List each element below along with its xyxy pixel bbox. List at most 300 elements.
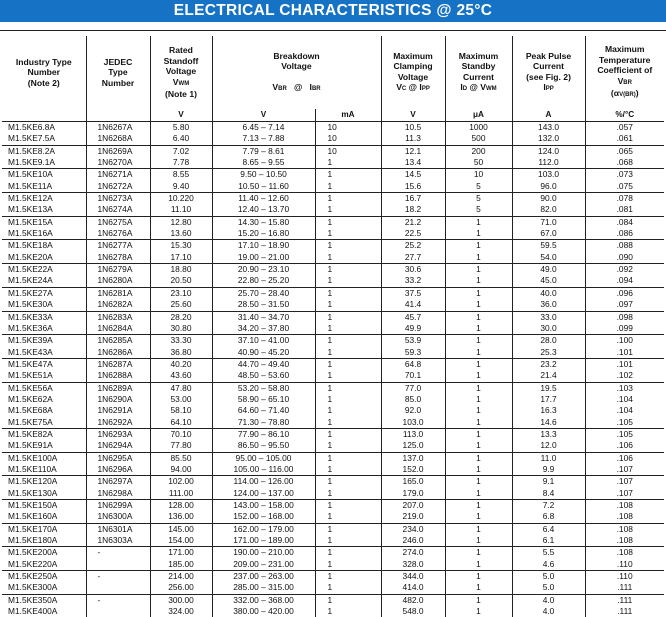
table-row: [2, 204, 664, 216]
jedec-type-cell: 1N6289A: [86, 382, 150, 394]
breakdown-voltage-cell: 44.70 – 49.40: [212, 358, 315, 370]
standby-current-cell: 1: [445, 523, 512, 535]
peak-pulse-current-cell: 33.0: [512, 311, 585, 323]
breakdown-voltage-cell: 143.00 – 158.00: [212, 500, 315, 512]
table-row: [2, 559, 664, 571]
jedec-type-cell: 1N6292A: [86, 417, 150, 429]
standoff-voltage-cell: 10.220: [150, 193, 212, 205]
standby-current-cell: 50: [445, 157, 512, 169]
temp-coefficient-cell: .108: [616, 523, 633, 534]
clamping-voltage-cell: 274.0: [381, 547, 445, 559]
peak-pulse-current-cell: 17.7: [512, 394, 585, 405]
table-row: [2, 287, 664, 299]
industry-type-cell: M1.5KE130A: [2, 488, 86, 500]
industry-type-cell: M1.5KE8.2A: [2, 145, 86, 157]
clamping-voltage-cell: 234.0: [381, 523, 445, 535]
table-row: [2, 382, 664, 394]
test-current-cell: 1: [315, 582, 381, 594]
industry-type-cell: M1.5KE51A: [2, 370, 86, 382]
jedec-type-cell: 1N6288A: [86, 370, 150, 382]
peak-pulse-current-cell: 6.8: [512, 511, 585, 523]
unit-cell: V: [381, 109, 445, 122]
industry-type-cell: M1.5KE82A: [2, 428, 86, 440]
temp-coefficient-cell: .103: [616, 382, 633, 393]
row-group: [2, 169, 664, 193]
clamping-voltage-cell: 27.7: [381, 252, 445, 264]
jedec-type-cell: 1N6282A: [86, 299, 150, 311]
test-current-cell: 1: [315, 476, 381, 488]
table-row: [2, 181, 664, 193]
standoff-voltage-cell: 40.20: [150, 358, 212, 370]
unit-cell: V: [212, 109, 315, 122]
test-current-cell: 1: [315, 535, 381, 547]
clamping-voltage-cell: 59.3: [381, 347, 445, 359]
peak-pulse-current-cell: 82.0: [512, 204, 585, 216]
clamping-voltage-cell: 328.0: [381, 559, 445, 571]
standby-current-cell: 1: [445, 323, 512, 335]
standoff-voltage-cell: 36.80: [150, 347, 212, 359]
peak-pulse-current-cell: 7.2: [512, 500, 585, 512]
test-current-cell: 1: [315, 228, 381, 240]
peak-pulse-current-cell: 124.0: [512, 145, 585, 157]
jedec-type-cell: 1N6279A: [86, 264, 150, 276]
temp-coefficient-cell: .061: [585, 133, 664, 145]
table-row: [2, 335, 664, 347]
breakdown-voltage-cell: 22.80 – 25.20: [212, 275, 315, 287]
jedec-type-cell: 1N6267A: [86, 122, 150, 134]
table-row: [2, 405, 664, 416]
header-clamping-voltage: Maximum Clamping Voltage VC @ IPP: [381, 36, 445, 109]
test-current-cell: 10: [315, 122, 381, 134]
jedec-type-cell: 1N6297A: [86, 476, 150, 488]
peak-pulse-current-cell: 30.0: [512, 323, 585, 335]
temp-coefficient-cell: .075: [585, 181, 664, 193]
standoff-voltage-cell: 64.10: [150, 417, 212, 429]
row-group: [2, 122, 664, 146]
row-group: [2, 382, 664, 428]
header-standby-current: Maximum Standby Current ID @ VWM: [445, 36, 512, 109]
breakdown-voltage-cell: 58.90 – 65.10: [212, 394, 315, 405]
standoff-voltage-cell: 13.60: [150, 228, 212, 240]
breakdown-voltage-cell: 162.00 – 179.00: [212, 523, 315, 535]
peak-pulse-current-cell: 45.0: [512, 275, 585, 287]
unit-cell: [2, 109, 86, 122]
test-current-cell: 1: [315, 428, 381, 440]
clamping-voltage-cell: 414.0: [381, 582, 445, 594]
standby-current-cell: 1: [445, 606, 512, 617]
breakdown-voltage-cell: 8.65 – 9.55: [212, 157, 315, 169]
jedec-type-cell: 1N6296A: [86, 464, 150, 476]
breakdown-voltage-cell: 14.30 – 15.80: [212, 216, 315, 228]
jedec-type-cell: 1N6284A: [86, 323, 150, 335]
breakdown-voltage-cell: 19.00 – 21.00: [212, 252, 315, 264]
peak-pulse-current-cell: 40.0: [512, 287, 585, 299]
standoff-voltage-cell: 102.00: [150, 476, 212, 488]
jedec-type-cell: 1N6283A: [86, 311, 150, 323]
peak-pulse-current-cell: 6.4: [512, 523, 585, 535]
table-title: ELECTRICAL CHARACTERISTICS @ 25°C: [173, 2, 493, 19]
units-row: [2, 109, 664, 122]
test-current-cell: 1: [315, 405, 381, 416]
table-row: [2, 511, 664, 523]
peak-pulse-current-cell: 5.0: [512, 582, 585, 594]
breakdown-voltage-cell: 237.00 – 263.00: [212, 571, 315, 583]
breakdown-voltage-cell: 64.60 – 71.40: [212, 405, 315, 416]
standby-current-cell: 1: [445, 311, 512, 323]
row-group: [2, 594, 664, 617]
standoff-voltage-cell: 30.80: [150, 323, 212, 335]
temp-coefficient-cell: .078: [616, 193, 633, 204]
jedec-type-cell: 1N6301A: [86, 523, 150, 535]
industry-type-cell: M1.5KE6.8A: [2, 122, 86, 134]
industry-type-cell: M1.5KE250A: [2, 571, 86, 583]
industry-type-cell: M1.5KE150A: [2, 500, 86, 512]
clamping-voltage-cell: 21.2: [381, 216, 445, 228]
test-current-cell: 1: [315, 323, 381, 335]
unit-cell: μA: [445, 109, 512, 122]
header-row: [2, 36, 664, 109]
clamping-voltage-cell: 53.9: [381, 335, 445, 347]
breakdown-voltage-cell: 9.50 – 10.50: [212, 169, 315, 181]
standby-current-cell: 1: [445, 287, 512, 299]
standby-current-cell: 1: [445, 571, 512, 583]
row-group: [2, 145, 664, 169]
table-row: [2, 122, 664, 134]
standoff-voltage-cell: 256.00: [150, 582, 212, 594]
table-row: [2, 571, 664, 583]
standby-current-cell: 1: [445, 488, 512, 500]
test-current-cell: 1: [315, 347, 381, 359]
industry-type-cell: M1.5KE400A: [2, 606, 86, 617]
breakdown-voltage-cell: 17.10 – 18.90: [212, 240, 315, 252]
temp-coefficient-cell: .065: [616, 145, 633, 156]
table-row: [2, 523, 664, 535]
standby-current-cell: 1: [445, 264, 512, 276]
temp-coefficient-cell: .105: [616, 428, 633, 439]
peak-pulse-current-cell: 4.0: [512, 594, 585, 606]
test-current-cell: 1: [315, 204, 381, 216]
jedec-type-cell: 1N6280A: [86, 275, 150, 287]
temp-coefficient-cell: .100: [616, 335, 633, 346]
temp-coefficient-cell: .111: [617, 594, 633, 605]
breakdown-voltage-cell: 31.40 – 34.70: [212, 311, 315, 323]
jedec-type-cell: 1N6269A: [86, 145, 150, 157]
clamping-voltage-cell: 13.4: [381, 157, 445, 169]
row-group: [2, 287, 664, 311]
standoff-voltage-cell: 7.78: [150, 157, 212, 169]
row-group: [2, 240, 664, 264]
test-current-cell: 1: [315, 488, 381, 500]
standby-current-cell: 500: [445, 133, 512, 145]
standby-current-cell: 1: [445, 358, 512, 370]
standoff-voltage-cell: 28.20: [150, 311, 212, 323]
industry-type-cell: M1.5KE22A: [2, 264, 86, 276]
clamping-voltage-cell: 179.0: [381, 488, 445, 500]
temp-coefficient-cell: .088: [616, 240, 633, 251]
table-row: [2, 275, 664, 287]
clamping-voltage-cell: 103.0: [381, 417, 445, 429]
standby-current-cell: 1: [445, 216, 512, 228]
test-current-cell: 1: [315, 193, 381, 205]
standby-current-cell: 1: [445, 382, 512, 394]
clamping-voltage-cell: 30.6: [381, 264, 445, 276]
test-current-cell: 1: [315, 523, 381, 535]
table-row: [2, 370, 664, 382]
header-jedec-type: JEDEC Type Number: [86, 36, 150, 109]
clamping-voltage-cell: 246.0: [381, 535, 445, 547]
standoff-voltage-cell: 9.40: [150, 181, 212, 193]
industry-type-cell: M1.5KE68A: [2, 405, 86, 416]
standby-current-cell: 1: [445, 594, 512, 606]
clamping-voltage-cell: 22.5: [381, 228, 445, 240]
standoff-voltage-cell: 185.00: [150, 559, 212, 571]
breakdown-voltage-cell: 25.70 – 28.40: [212, 287, 315, 299]
peak-pulse-current-cell: 23.2: [512, 358, 585, 370]
standoff-voltage-cell: 111.00: [150, 488, 212, 500]
industry-type-cell: M1.5KE170A: [2, 523, 86, 535]
jedec-type-cell: 1N6271A: [86, 169, 150, 181]
header-breakdown-voltage: Breakdown Voltage VBR @ IBR: [212, 36, 381, 109]
standby-current-cell: 5: [445, 181, 512, 193]
standoff-voltage-cell: 171.00: [150, 547, 212, 559]
breakdown-voltage-cell: 190.00 – 210.00: [212, 547, 315, 559]
standoff-voltage-cell: 15.30: [150, 240, 212, 252]
standoff-voltage-cell: 77.80: [150, 440, 212, 452]
table-row: [2, 133, 664, 145]
standby-current-cell: 1: [445, 500, 512, 512]
temp-coefficient-cell: .090: [585, 252, 664, 264]
clamping-voltage-cell: 548.0: [381, 606, 445, 617]
header-temperature-coefficient: Maximum Temperature Coefficient of VBR (αV(BR)): [597, 44, 653, 99]
table-row: [2, 252, 664, 264]
clamping-voltage-cell: 482.0: [381, 594, 445, 606]
temp-coefficient-cell: .057: [616, 122, 633, 132]
peak-pulse-current-cell: 49.0: [512, 264, 585, 276]
clamping-voltage-cell: 165.0: [381, 476, 445, 488]
breakdown-voltage-cell: 37.10 – 41.00: [212, 335, 315, 347]
temp-coefficient-cell: .108: [585, 535, 664, 547]
industry-type-cell: M1.5KE62A: [2, 394, 86, 405]
standoff-voltage-cell: 6.40: [150, 133, 212, 145]
industry-type-cell: M1.5KE220A: [2, 559, 86, 571]
industry-type-cell: M1.5KE27A: [2, 287, 86, 299]
jedec-type-cell: 1N6295A: [86, 452, 150, 464]
breakdown-voltage-cell: 105.00 – 116.00: [212, 464, 315, 476]
industry-type-cell: M1.5KE20A: [2, 252, 86, 264]
temp-coefficient-cell: .110: [585, 559, 664, 571]
clamping-voltage-cell: 125.0: [381, 440, 445, 452]
breakdown-voltage-cell: 77.90 – 86.10: [212, 428, 315, 440]
table-row: [2, 464, 664, 476]
temp-coefficient-cell: .081: [585, 204, 664, 216]
table-row: [2, 535, 664, 547]
standby-current-cell: 1: [445, 476, 512, 488]
temp-coefficient-cell: .106: [585, 440, 664, 452]
standoff-voltage-cell: 43.60: [150, 370, 212, 382]
breakdown-voltage-cell: 40.90 – 45.20: [212, 347, 315, 359]
jedec-type-cell: 1N6286A: [86, 347, 150, 359]
test-current-cell: 1: [315, 464, 381, 476]
standoff-voltage-cell: 94.00: [150, 464, 212, 476]
temp-coefficient-cell: .101: [585, 347, 664, 359]
standoff-voltage-cell: 214.00: [150, 571, 212, 583]
jedec-type-cell: 1N6299A: [86, 500, 150, 512]
test-current-cell: 10: [315, 133, 381, 145]
peak-pulse-current-cell: 28.0: [512, 335, 585, 347]
temp-coefficient-cell: .092: [616, 264, 633, 275]
standby-current-cell: 1: [445, 511, 512, 523]
test-current-cell: 1: [315, 440, 381, 452]
peak-pulse-current-cell: 103.0: [512, 169, 585, 181]
table-row: [2, 582, 664, 594]
peak-pulse-current-cell: 90.0: [512, 193, 585, 205]
standby-current-cell: 200: [445, 145, 512, 157]
clamping-voltage-cell: 64.8: [381, 358, 445, 370]
row-group: [2, 571, 664, 595]
clamping-voltage-cell: 18.2: [381, 204, 445, 216]
standoff-voltage-cell: 128.00: [150, 500, 212, 512]
unit-cell: [86, 109, 150, 122]
table-row: [2, 240, 664, 252]
standby-current-cell: 1: [445, 335, 512, 347]
table-row: [2, 216, 664, 228]
industry-type-cell: M1.5KE12A: [2, 193, 86, 205]
standoff-voltage-cell: 18.80: [150, 264, 212, 276]
test-current-cell: 1: [315, 511, 381, 523]
breakdown-voltage-cell: 209.00 – 231.00: [212, 559, 315, 571]
standoff-voltage-cell: 145.00: [150, 523, 212, 535]
jedec-type-cell: -: [86, 571, 150, 583]
table-row: [2, 347, 664, 359]
peak-pulse-current-cell: 12.0: [512, 440, 585, 452]
standoff-voltage-cell: 8.55: [150, 169, 212, 181]
jedec-type-cell: [86, 559, 150, 571]
standby-current-cell: 1: [445, 428, 512, 440]
electrical-characteristics-table: [2, 36, 664, 617]
table-row: [2, 547, 664, 559]
jedec-type-cell: 1N6290A: [86, 394, 150, 405]
table-row: [2, 358, 664, 370]
breakdown-voltage-cell: 53.20 – 58.80: [212, 382, 315, 394]
breakdown-voltage-cell: 28.50 – 31.50: [212, 299, 315, 311]
standoff-voltage-cell: 33.30: [150, 335, 212, 347]
test-current-cell: 1: [315, 606, 381, 617]
industry-type-cell: M1.5KE36A: [2, 323, 86, 335]
industry-type-cell: M1.5KE75A: [2, 417, 86, 429]
industry-type-cell: M1.5KE300A: [2, 582, 86, 594]
jedec-type-cell: 1N6276A: [86, 228, 150, 240]
breakdown-voltage-cell: 114.00 – 126.00: [212, 476, 315, 488]
breakdown-voltage-cell: 15.20 – 16.80: [212, 228, 315, 240]
jedec-type-cell: 1N6273A: [86, 193, 150, 205]
standby-current-cell: 5: [445, 193, 512, 205]
industry-type-cell: M1.5KE16A: [2, 228, 86, 240]
temp-coefficient-cell: .101: [616, 358, 633, 369]
row-group: [2, 547, 664, 571]
standoff-voltage-cell: 20.50: [150, 275, 212, 287]
breakdown-voltage-cell: 7.79 – 8.61: [212, 145, 315, 157]
jedec-type-cell: 1N6278A: [86, 252, 150, 264]
table-row: [2, 476, 664, 488]
row-group: [2, 264, 664, 288]
test-current-cell: 1: [315, 299, 381, 311]
standby-current-cell: 5: [445, 204, 512, 216]
peak-pulse-current-cell: 9.9: [512, 464, 585, 476]
table-row: [2, 428, 664, 440]
table-row: [2, 594, 664, 606]
industry-type-cell: M1.5KE13A: [2, 204, 86, 216]
test-current-cell: 1: [315, 240, 381, 252]
industry-type-cell: M1.5KE15A: [2, 216, 86, 228]
temp-coefficient-cell: .098: [616, 311, 633, 322]
table-title-banner: [0, 0, 666, 22]
standby-current-cell: 1: [445, 240, 512, 252]
breakdown-voltage-cell: 20.90 – 23.10: [212, 264, 315, 276]
industry-type-cell: M1.5KE200A: [2, 547, 86, 559]
breakdown-voltage-cell: 171.00 – 189.00: [212, 535, 315, 547]
table-row: [2, 500, 664, 512]
test-current-cell: 1: [315, 335, 381, 347]
temp-coefficient-cell: .104: [616, 393, 633, 404]
standby-current-cell: 1: [445, 452, 512, 464]
clamping-voltage-cell: 77.0: [381, 382, 445, 394]
test-current-cell: 1: [315, 571, 381, 583]
breakdown-voltage-cell: 34.20 – 37.80: [212, 323, 315, 335]
standby-current-cell: 1: [445, 417, 512, 429]
standby-current-cell: 1: [445, 299, 512, 311]
jedec-type-cell: 1N6294A: [86, 440, 150, 452]
clamping-voltage-cell: 92.0: [381, 405, 445, 416]
peak-pulse-current-cell: 8.4: [512, 488, 585, 500]
test-current-cell: 1: [315, 358, 381, 370]
peak-pulse-current-cell: 71.0: [512, 216, 585, 228]
clamping-voltage-cell: 14.5: [381, 169, 445, 181]
table-row: [2, 440, 664, 452]
standby-current-cell: 1: [445, 464, 512, 476]
jedec-type-cell: 1N6281A: [86, 287, 150, 299]
standoff-voltage-cell: 136.00: [150, 511, 212, 523]
table-row: [2, 394, 664, 405]
table-row: [2, 417, 664, 429]
table-row: [2, 228, 664, 240]
temp-coefficient-cell: .104: [616, 405, 633, 416]
peak-pulse-current-cell: 132.0: [512, 133, 585, 145]
test-current-cell: 1: [315, 169, 381, 181]
industry-type-cell: M1.5KE160A: [2, 511, 86, 523]
peak-pulse-current-cell: 4.6: [512, 559, 585, 571]
jedec-type-cell: 1N6274A: [86, 204, 150, 216]
row-group: [2, 500, 664, 524]
standby-current-cell: 10: [445, 169, 512, 181]
standby-current-cell: 1: [445, 440, 512, 452]
industry-type-cell: M1.5KE56A: [2, 382, 86, 394]
breakdown-voltage-cell: 380.00 – 420.00: [212, 606, 315, 617]
standby-current-cell: 1: [445, 535, 512, 547]
clamping-voltage-cell: 41.4: [381, 299, 445, 311]
clamping-voltage-cell: 11.3: [381, 133, 445, 145]
breakdown-voltage-cell: 285.00 – 315.00: [212, 582, 315, 594]
temp-coefficient-cell: .111: [617, 606, 633, 617]
industry-type-cell: M1.5KE7.5A: [2, 133, 86, 145]
industry-type-cell: M1.5KE180A: [2, 535, 86, 547]
industry-type-cell: M1.5KE30A: [2, 299, 86, 311]
standby-current-cell: 1: [445, 547, 512, 559]
temp-coefficient-cell: .073: [616, 169, 633, 180]
clamping-voltage-cell: 25.2: [381, 240, 445, 252]
jedec-type-cell: 1N6293A: [86, 428, 150, 440]
clamping-voltage-cell: 49.9: [381, 323, 445, 335]
clamping-voltage-cell: 37.5: [381, 287, 445, 299]
